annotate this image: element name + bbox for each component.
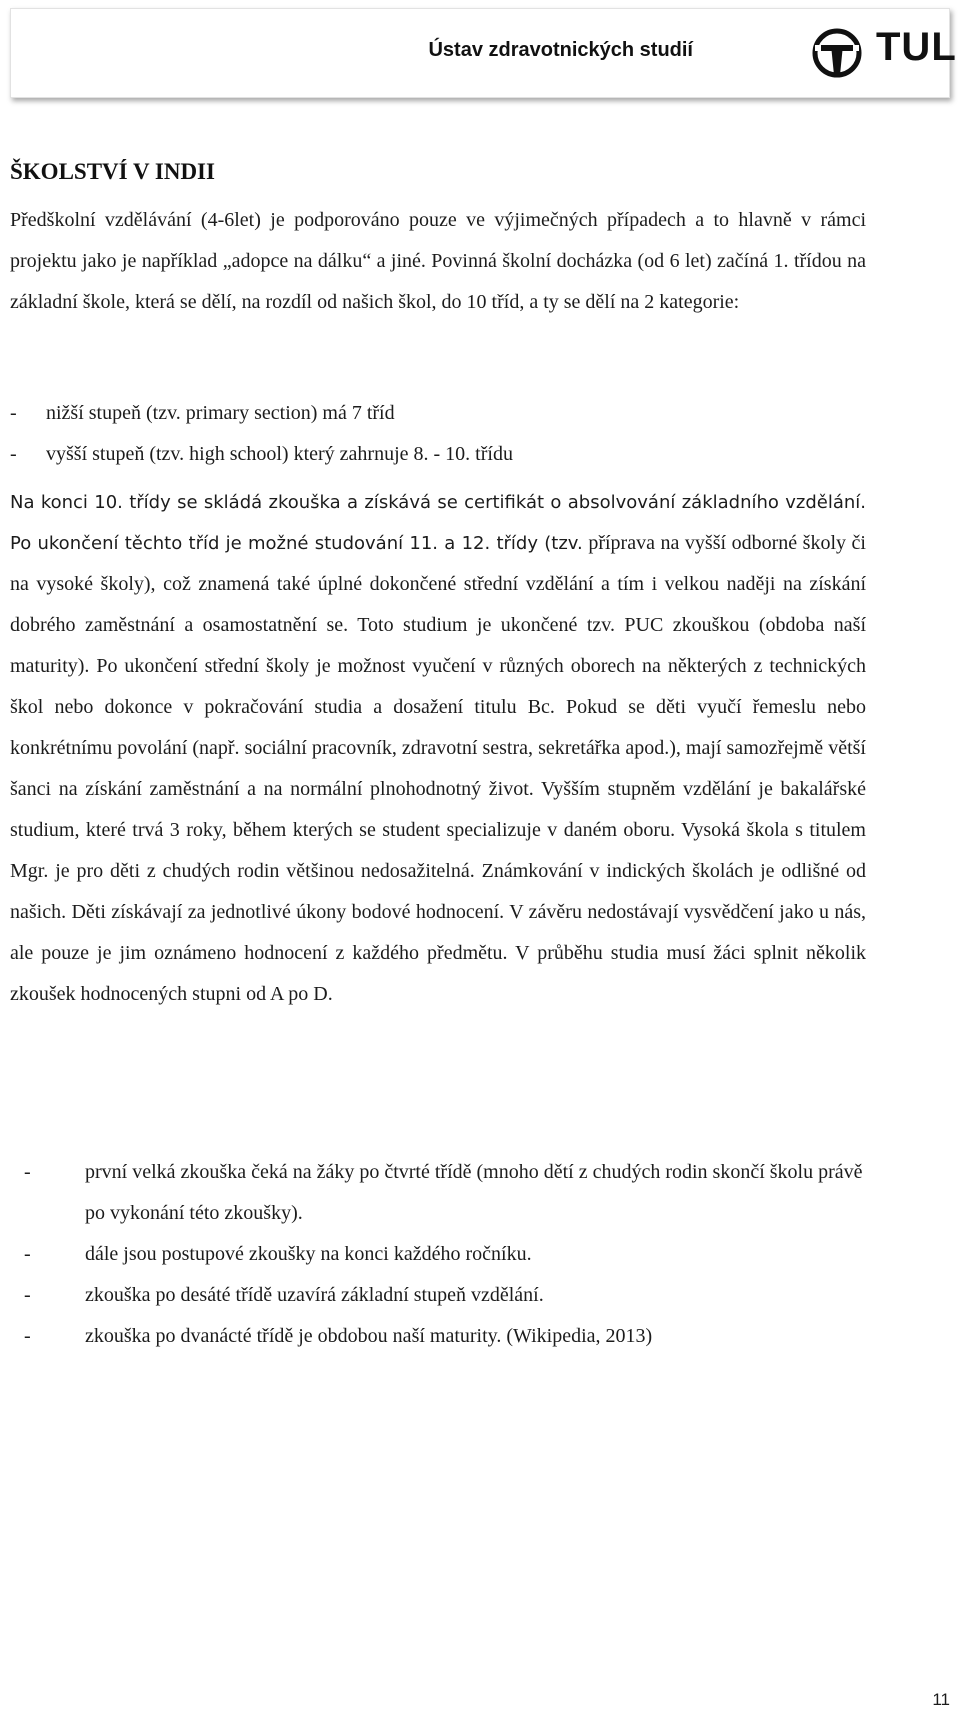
list-item-text: nižší stupeň (tzv. primary section) má 7 tříd bbox=[46, 402, 395, 424]
list-dash: - bbox=[24, 1325, 31, 1347]
list-item bbox=[10, 393, 870, 434]
tul-logo-text: TUL bbox=[876, 25, 957, 69]
list-dash: - bbox=[10, 402, 17, 424]
page-number: 11 bbox=[932, 1690, 950, 1709]
list-dash: - bbox=[24, 1284, 31, 1306]
list-item bbox=[10, 1234, 870, 1275]
list-item-text: zkouška po desáté třídě uzavírá základní stupeň vzdělání. bbox=[85, 1284, 544, 1306]
exam-list bbox=[10, 1152, 870, 1357]
list-item bbox=[10, 1316, 870, 1357]
category-list bbox=[10, 393, 870, 475]
institute-name: Ústav zdravotnických studií bbox=[428, 39, 693, 61]
list-item bbox=[10, 1152, 870, 1234]
list-dash: - bbox=[24, 1161, 31, 1183]
list-item bbox=[10, 434, 870, 475]
list-item-text: zkouška po dvanácté třídě je obdobou naší maturity. (Wikipedia, 2013) bbox=[85, 1325, 653, 1347]
list-item bbox=[10, 1275, 870, 1316]
main-paragraph-serif-text: příprava na vyšší odborné školy či na vysoké školy), což znamená také úplné dokončené střední vzdělání a tím i velkou naději na získání dobrého zaměstnání a osamostatnění se. Toto studium je ukončené tzv. PUC zkouškou (obdoba naší maturity). Po ukončení střední školy je možnost vyučení v různých oborech na některých z technických škol nebo dokonce v pokračování studia a dosažení titulu Bc. Pokud se děti vyučí řemeslu nebo konkrétnímu povolání (např. sociální pracovník, zdravotní sestra, sekretářka apod.), mají samozřejmě větší šanci na získání zaměstnání a na normální plnohodnotný život. Vyšším stupněm vzdělání je bakalářské studium, které trvá 3 roky, během kterých se student specializuje v daném oboru. Vysoká škola s titulem Mgr. je pro děti z chudých rodin většinou nedosažitelná. Známkování v indických školách je odlišné od našich. Děti získávají za jednotlivé úkony bodové hodnocení. V závěru nedostávají vysvědčení jako u nás, ale pouze je jim oznámeno hodnocení z každého předmětu. V průběhu studia musí žáci splnit několik zkoušek hodnocených stupni od A po D. bbox=[10, 532, 866, 1005]
main-paragraph-sans-text: Na konci 10. třídy se skládá zkouška a získává se certifikát o absolvování základního vzdělání. Po ukončení těchto tříd je možné studování 11. a 12. třídy (tzv. bbox=[10, 492, 866, 554]
section-heading: ŠKOLSTVÍ V INDII bbox=[10, 159, 215, 184]
tul-logo-icon bbox=[811, 23, 863, 83]
page-header bbox=[10, 8, 957, 98]
main-paragraph bbox=[10, 482, 866, 1015]
list-item-text: dále jsou postupové zkoušky na konci každého ročníku. bbox=[85, 1243, 532, 1265]
list-item-text: první velká zkouška čeká na žáky po čtvrté třídě (mnoho dětí z chudých rodin skončí školu právě po vykonání této zkoušky). bbox=[85, 1161, 863, 1224]
intro-paragraph: Předškolní vzdělávání (4-6let) je podporováno pouze ve výjimečných případech a to hlavně v rámci projektu jako je například „adopce na dálku“ a jiné. Povinná školní docházka (od 6 let) začíná 1. třídou na základní škole, která se dělí, na rozdíl od našich škol, do 10 tříd, a ty se dělí na 2 kategorie: bbox=[10, 209, 866, 313]
list-item-text: vyšší stupeň (tzv. high school) který zahrnuje 8. - 10. třídu bbox=[46, 443, 513, 465]
list-dash: - bbox=[24, 1243, 31, 1265]
list-dash: - bbox=[10, 443, 17, 465]
